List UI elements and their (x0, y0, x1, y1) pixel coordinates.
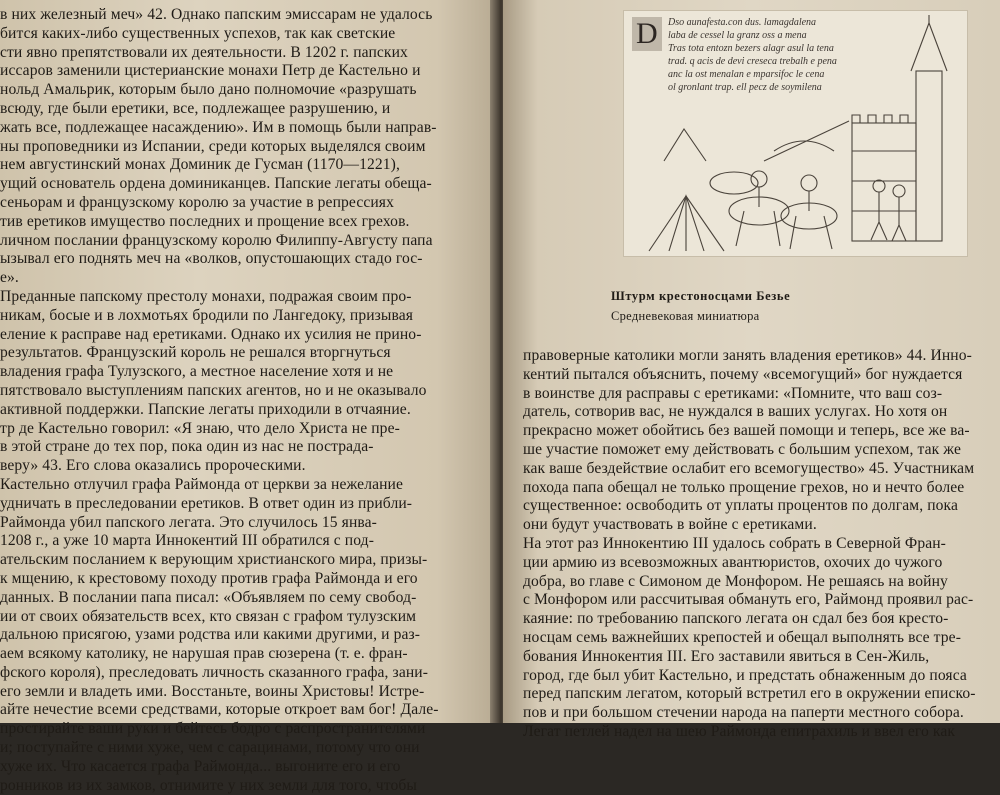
text-line: фского короля), преследовать личность сказанного графа, зани- (0, 663, 429, 681)
text-line: его земли и владеть ими. Восстаньте, воины Христовы! Истре- (0, 682, 425, 700)
text-line: существенное: освободить от уплаты процентов по долгам, пока (523, 497, 959, 515)
text-line: пов и при большом стечении народа на паперти местного собора. (523, 704, 964, 722)
manuscript-text-line: laba de cessel la granz oss a mena (668, 30, 807, 41)
text-line: сти явно препятствовали их деятельности. В 1202 г. папских (0, 43, 408, 61)
manuscript-miniature (623, 10, 968, 257)
text-line: жать все, подлежащее насаждению». Им в помощь были направ- (0, 118, 437, 136)
text-line: веру» 43. Его слова оказались пророческими. (0, 457, 306, 475)
text-line: бования Иннокентия III. Его заставили явиться в Сен-Жиль, (523, 647, 930, 665)
miniature-drawing (624, 11, 969, 258)
text-line: айте нечестие всеми средствами, которые откроет вам бог! Дале- (0, 701, 439, 719)
text-line: в них железный меч» 42. Однако папским эмиссарам не удалось (0, 6, 433, 23)
text-line: как ваше бездействие ослабит его всемогущество» 45. Участникам (523, 459, 975, 477)
text-line: сеньорам и французскому королю за участие в репрессиях (0, 193, 394, 211)
text-line: 1208 г., а уже 10 марта Иннокентий III обратился с под- (0, 532, 375, 550)
text-line: нольд Амальрик, которым было дано полномочие «разрушать (0, 81, 417, 99)
text-line: удничать в преследовании еретиков. В ответ один из прибли- (0, 494, 413, 512)
text-line: Легат петлей надел на шею Раймонда епитрахиль и ввел его как (523, 722, 956, 740)
manuscript-text-line: ol gronlant trap. ell pecz de soymilena (668, 82, 822, 93)
text-line: Кастельно отлучил графа Раймонда от церкви за нежелание (0, 475, 404, 493)
text-line: ронников из их замков, отнимите у них земли для того, чтобы (0, 776, 417, 794)
text-line: данных. В послании папа писал: «Объявляем по сему свобод- (0, 588, 417, 606)
text-line: тр де Кастельно говорил: «Я знаю, что дело Христа не пре- (0, 419, 400, 437)
manuscript-text-line: Tras tota entozn bezers alagr asul la tena (668, 43, 834, 54)
text-line: Преданные папскому престолу монахи, подражая своим про- (0, 287, 412, 305)
text-line: ательским посланием к верующим христианского мира, призы- (0, 551, 428, 569)
left-page (0, 0, 497, 794)
text-line: ызывал его поднять меч на «волков, опустошающих стадо гос- (0, 250, 423, 268)
text-line: тив еретиков имущество последних и прощение всех грехов. (0, 212, 410, 230)
text-line: ии от своих обязательств всех, кто связан с графом тулузским (0, 607, 417, 625)
text-line: бится каких-либо существенных успехов, так как светские (0, 24, 396, 42)
text-line: кентий пытался объяснить, почему «всемогущий» бог нуждается (523, 365, 963, 383)
left-page-text (0, 6, 492, 795)
text-line: еление к расправе над еретиками. Однако их усилия не прино- (0, 325, 422, 343)
text-line: хуже их. Что касается графа Раймонда... выгоните его и его (0, 757, 401, 775)
text-line: в этой стране до тех пор, пока один из нас не пострада- (0, 438, 374, 456)
text-line: е». (0, 269, 19, 287)
right-page (503, 0, 1000, 740)
text-line: ны проповедники из Испании, среди которых выделялся своим (0, 137, 426, 155)
text-line: результатов. Французский король не решался вторгнуться (0, 344, 391, 362)
text-line: правоверные католики могли занять владения еретиков» 44. Инно- (523, 347, 972, 364)
right-page-text (523, 347, 999, 742)
text-line: перед папским легатом, который встретил его в окружении еписко- (523, 685, 976, 703)
text-line: датель, сотворив вас, не нуждался в ваших услугах. Но хотя он (523, 403, 948, 421)
text-line: всюду, где были еретики, все, подлежащее разрушению, и (0, 99, 391, 117)
text-line: к мщению, к крестовому походу против графа Раймонда и его (0, 569, 418, 587)
text-line: они будут участвовать в войне с еретиками. (523, 516, 817, 534)
text-line: личном послании французскому королю Филиппу-Августу папа (0, 231, 433, 249)
text-line: в воинстве для расправы с еретиками: «Помните, что ваш соз- (523, 384, 943, 402)
text-line: владения графа Тулузского, а местное население хотя и не (0, 363, 394, 381)
text-line: никам, босые и в лохмотьях бродили по Лангедоку, призывая (0, 306, 414, 324)
text-line: носцам семь важнейших крепостей и обещал выполнять все тре- (523, 628, 961, 646)
text-line: активной поддержки. Папские легаты приходили в отчаяние. (0, 400, 411, 418)
text-line: прекрасно может обойтись без вашей помощи и теперь, все же ва- (523, 422, 970, 440)
text-line: пятствовало выступлениям папских агентов, но и не оказывало (0, 381, 427, 399)
text-line: похода папа обещал не только прощение грехов, но и нечто более (523, 478, 965, 496)
text-line: дальною присягою, узами родства или какими другими, и раз- (0, 626, 421, 644)
text-line: нем августинский монах Доминик де Гусман (1170—1221), (0, 156, 400, 174)
text-line: добра, во главе с Симоном де Монфором. Не решаясь на войну (523, 572, 948, 590)
manuscript-text-line: Dso aunafesta.con dus. lamagdalena (668, 17, 817, 28)
text-line: аем всякому католику, не нарушая прав сюзерена (т. е. фран- (0, 645, 408, 663)
text-line: Раймонда убил папского легата. Это случилось 15 янва- (0, 513, 377, 531)
figure-caption-subtitle: Средневековая миниатюра (611, 309, 760, 323)
figure-caption-title: Штурм крестоносцами Безье (611, 289, 791, 303)
text-line: ции армию из всевозможных авантюристов, охочих до чужого (523, 553, 943, 571)
text-line: и; поступайте с ними хуже, чем с сарацинами, потому что они (0, 739, 420, 757)
manuscript-text-line: anc la ost menalan e mparsifoc le cena (668, 69, 825, 80)
manuscript-text-line: trad. q acis de devi creseca trebalh e pena (668, 56, 837, 67)
text-line: иссаров заменили цистерианские монахи Петр де Кастельно и (0, 62, 421, 80)
text-line: город, где был убит Кастельно, и предстать обнаженным до пояса (523, 666, 967, 684)
text-line: На этот раз Иннокентию III удалось собрать в Северной Фран- (523, 534, 946, 552)
svg-text:D: D (636, 17, 658, 50)
text-line: простирайте ваши руки и бейтесь бодро с распространителями (0, 720, 426, 738)
text-line: каяние: по требованию папского легата он сдал без боя кресто- (523, 610, 949, 628)
text-line: ущий основатель ордена доминиканцев. Папские легаты обеща- (0, 175, 432, 193)
text-line: ше участие поможет ему действовать с большим успехом, так же (523, 440, 961, 458)
text-line: с Монфором или рассчитывая обмануть его, Раймонд проявил рас- (523, 591, 974, 609)
